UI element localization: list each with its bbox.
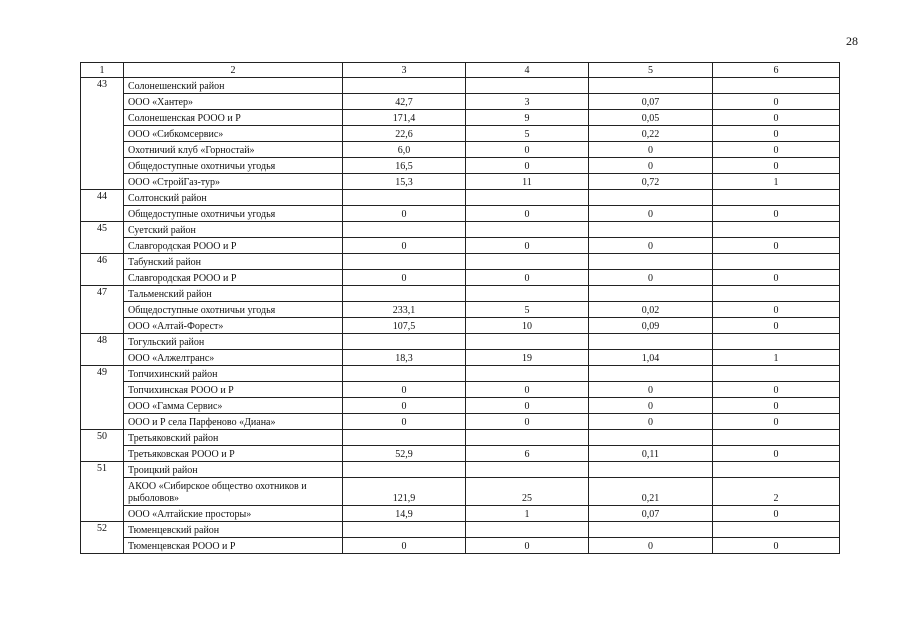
- empty-cell: [589, 78, 713, 94]
- harvest-value: 1: [713, 174, 840, 190]
- count-value: 0: [466, 382, 589, 398]
- empty-cell: [713, 366, 840, 382]
- organization-name: Славгородская РООО и Р: [124, 238, 343, 254]
- district-number: 52: [81, 522, 124, 554]
- count-value: 19: [466, 350, 589, 366]
- area-value: 107,5: [343, 318, 466, 334]
- organization-name: Охотничий клуб «Горностай»: [124, 142, 343, 158]
- district-row: [81, 78, 840, 94]
- area-value: 22,6: [343, 126, 466, 142]
- count-value: 11: [466, 174, 589, 190]
- harvest-value: 0: [713, 538, 840, 554]
- district-row: [81, 286, 840, 302]
- district-number: 44: [81, 190, 124, 222]
- empty-cell: [589, 462, 713, 478]
- harvest-value: 0: [713, 382, 840, 398]
- empty-cell: [466, 522, 589, 538]
- harvest-value: 1: [713, 350, 840, 366]
- table-row: [81, 414, 840, 430]
- district-name: Солтонский район: [124, 190, 343, 206]
- organization-name: ООО «Алжелтранс»: [124, 350, 343, 366]
- count-value: 0: [466, 142, 589, 158]
- count-value: 9: [466, 110, 589, 126]
- area-value: 18,3: [343, 350, 466, 366]
- density-value: 1,04: [589, 350, 713, 366]
- table-row: [81, 270, 840, 286]
- count-value: 5: [466, 302, 589, 318]
- harvest-value: 0: [713, 398, 840, 414]
- area-value: 0: [343, 414, 466, 430]
- density-value: 0,09: [589, 318, 713, 334]
- density-value: 0: [589, 158, 713, 174]
- harvest-value: 0: [713, 318, 840, 334]
- organization-name: Топчихинская РООО и Р: [124, 382, 343, 398]
- count-value: 0: [466, 206, 589, 222]
- organization-name: ООО «Хантер»: [124, 94, 343, 110]
- harvest-value: 0: [713, 302, 840, 318]
- empty-cell: [466, 462, 589, 478]
- count-value: 0: [466, 398, 589, 414]
- district-row: [81, 430, 840, 446]
- column-number-header: 2: [124, 63, 343, 78]
- area-value: 16,5: [343, 158, 466, 174]
- area-value: 0: [343, 538, 466, 554]
- density-value: 0: [589, 414, 713, 430]
- density-value: 0: [589, 270, 713, 286]
- count-value: 0: [466, 238, 589, 254]
- empty-cell: [713, 522, 840, 538]
- harvest-value: 0: [713, 158, 840, 174]
- table-row: [81, 538, 840, 554]
- table-row: [81, 478, 840, 506]
- table-row: [81, 126, 840, 142]
- density-value: 0,72: [589, 174, 713, 190]
- count-value: 10: [466, 318, 589, 334]
- empty-cell: [589, 430, 713, 446]
- district-row: [81, 366, 840, 382]
- empty-cell: [589, 366, 713, 382]
- district-row: [81, 334, 840, 350]
- table-row: [81, 302, 840, 318]
- hunting-grounds-table: [80, 62, 840, 554]
- area-value: 0: [343, 382, 466, 398]
- district-number: 47: [81, 286, 124, 334]
- organization-name: ООО «Алтайские просторы»: [124, 506, 343, 522]
- density-value: 0,22: [589, 126, 713, 142]
- empty-cell: [343, 334, 466, 350]
- area-value: 233,1: [343, 302, 466, 318]
- column-number-header: 6: [713, 63, 840, 78]
- area-value: 0: [343, 206, 466, 222]
- table-row: [81, 238, 840, 254]
- district-row: [81, 254, 840, 270]
- harvest-value: 0: [713, 414, 840, 430]
- empty-cell: [713, 222, 840, 238]
- area-value: 14,9: [343, 506, 466, 522]
- column-number-header: 3: [343, 63, 466, 78]
- empty-cell: [713, 78, 840, 94]
- empty-cell: [466, 286, 589, 302]
- count-value: 3: [466, 94, 589, 110]
- page-number: 28: [846, 34, 858, 48]
- harvest-value: 0: [713, 142, 840, 158]
- harvest-value: 0: [713, 206, 840, 222]
- district-name: Троицкий район: [124, 462, 343, 478]
- harvest-value: 0: [713, 110, 840, 126]
- area-value: 121,9: [343, 478, 466, 506]
- district-row: [81, 522, 840, 538]
- district-row: [81, 190, 840, 206]
- column-number-header: 4: [466, 63, 589, 78]
- harvest-value: 2: [713, 478, 840, 506]
- density-value: 0: [589, 382, 713, 398]
- harvest-value: 0: [713, 270, 840, 286]
- table-row: [81, 206, 840, 222]
- density-value: 0: [589, 206, 713, 222]
- count-value: 0: [466, 414, 589, 430]
- area-value: 0: [343, 398, 466, 414]
- table-row: [81, 506, 840, 522]
- table-row: [81, 142, 840, 158]
- district-row: [81, 462, 840, 478]
- count-value: 0: [466, 158, 589, 174]
- empty-cell: [343, 430, 466, 446]
- district-row: [81, 222, 840, 238]
- empty-cell: [343, 366, 466, 382]
- organization-name: Общедоступные охотничьи угодья: [124, 206, 343, 222]
- district-number: 51: [81, 462, 124, 522]
- empty-cell: [589, 522, 713, 538]
- organization-name: Общедоступные охотничьи угодья: [124, 158, 343, 174]
- column-number-header: 5: [589, 63, 713, 78]
- empty-cell: [713, 254, 840, 270]
- table-row: [81, 94, 840, 110]
- organization-name: ООО «СтройГаз-тур»: [124, 174, 343, 190]
- empty-cell: [713, 190, 840, 206]
- empty-cell: [589, 286, 713, 302]
- district-name: Тюменцевский район: [124, 522, 343, 538]
- empty-cell: [589, 334, 713, 350]
- harvest-value: 0: [713, 94, 840, 110]
- density-value: 0,02: [589, 302, 713, 318]
- empty-cell: [343, 254, 466, 270]
- column-number-header: 1: [81, 63, 124, 78]
- empty-cell: [713, 430, 840, 446]
- count-value: 0: [466, 270, 589, 286]
- table-row: [81, 446, 840, 462]
- district-number: 46: [81, 254, 124, 286]
- empty-cell: [713, 334, 840, 350]
- area-value: 15,3: [343, 174, 466, 190]
- harvest-value: 0: [713, 238, 840, 254]
- empty-cell: [466, 78, 589, 94]
- organization-name: ООО «Гамма Сервис»: [124, 398, 343, 414]
- area-value: 52,9: [343, 446, 466, 462]
- empty-cell: [466, 254, 589, 270]
- area-value: 0: [343, 270, 466, 286]
- empty-cell: [343, 462, 466, 478]
- density-value: 0,05: [589, 110, 713, 126]
- table-row: [81, 110, 840, 126]
- district-number: 49: [81, 366, 124, 430]
- table-row: [81, 350, 840, 366]
- district-number: 48: [81, 334, 124, 366]
- district-name: Табунский район: [124, 254, 343, 270]
- density-value: 0: [589, 398, 713, 414]
- organization-name: ООО и Р села Парфеново «Диана»: [124, 414, 343, 430]
- area-value: 6,0: [343, 142, 466, 158]
- density-value: 0,11: [589, 446, 713, 462]
- table-row: [81, 318, 840, 334]
- count-value: 25: [466, 478, 589, 506]
- empty-cell: [466, 366, 589, 382]
- organization-name: Общедоступные охотничьи угодья: [124, 302, 343, 318]
- density-value: 0: [589, 538, 713, 554]
- empty-cell: [589, 254, 713, 270]
- district-name: Тогульский район: [124, 334, 343, 350]
- empty-cell: [466, 190, 589, 206]
- empty-cell: [343, 222, 466, 238]
- organization-name: Солонешенская РООО и Р: [124, 110, 343, 126]
- table-row: [81, 382, 840, 398]
- district-number: 43: [81, 78, 124, 190]
- column-number-row: [81, 63, 840, 78]
- table-row: [81, 174, 840, 190]
- harvest-value: 0: [713, 126, 840, 142]
- district-name: Тальменский район: [124, 286, 343, 302]
- density-value: 0,21: [589, 478, 713, 506]
- empty-cell: [466, 222, 589, 238]
- organization-name: Славгородская РООО и Р: [124, 270, 343, 286]
- empty-cell: [589, 190, 713, 206]
- table-row: [81, 398, 840, 414]
- district-name: Третьяковский район: [124, 430, 343, 446]
- district-number: 45: [81, 222, 124, 254]
- empty-cell: [343, 286, 466, 302]
- district-name: Топчихинский район: [124, 366, 343, 382]
- empty-cell: [343, 522, 466, 538]
- table-row: [81, 158, 840, 174]
- area-value: 171,4: [343, 110, 466, 126]
- area-value: 42,7: [343, 94, 466, 110]
- harvest-value: 0: [713, 446, 840, 462]
- density-value: 0,07: [589, 506, 713, 522]
- count-value: 1: [466, 506, 589, 522]
- density-value: 0,07: [589, 94, 713, 110]
- harvest-value: 0: [713, 506, 840, 522]
- empty-cell: [466, 334, 589, 350]
- organization-name: Третьяковская РООО и Р: [124, 446, 343, 462]
- density-value: 0: [589, 238, 713, 254]
- organization-name: ООО «Алтай-Форест»: [124, 318, 343, 334]
- density-value: 0: [589, 142, 713, 158]
- empty-cell: [343, 190, 466, 206]
- empty-cell: [713, 286, 840, 302]
- count-value: 0: [466, 538, 589, 554]
- empty-cell: [713, 462, 840, 478]
- organization-name: ООО «Сибкомсервис»: [124, 126, 343, 142]
- district-name: Суетский район: [124, 222, 343, 238]
- empty-cell: [343, 78, 466, 94]
- district-name: Солонешенский район: [124, 78, 343, 94]
- count-value: 5: [466, 126, 589, 142]
- count-value: 6: [466, 446, 589, 462]
- organization-name: Тюменцевская РООО и Р: [124, 538, 343, 554]
- empty-cell: [589, 222, 713, 238]
- district-number: 50: [81, 430, 124, 462]
- organization-name: АКОО «Сибирское общество охотников и рыболовов»: [124, 478, 343, 506]
- empty-cell: [466, 430, 589, 446]
- area-value: 0: [343, 238, 466, 254]
